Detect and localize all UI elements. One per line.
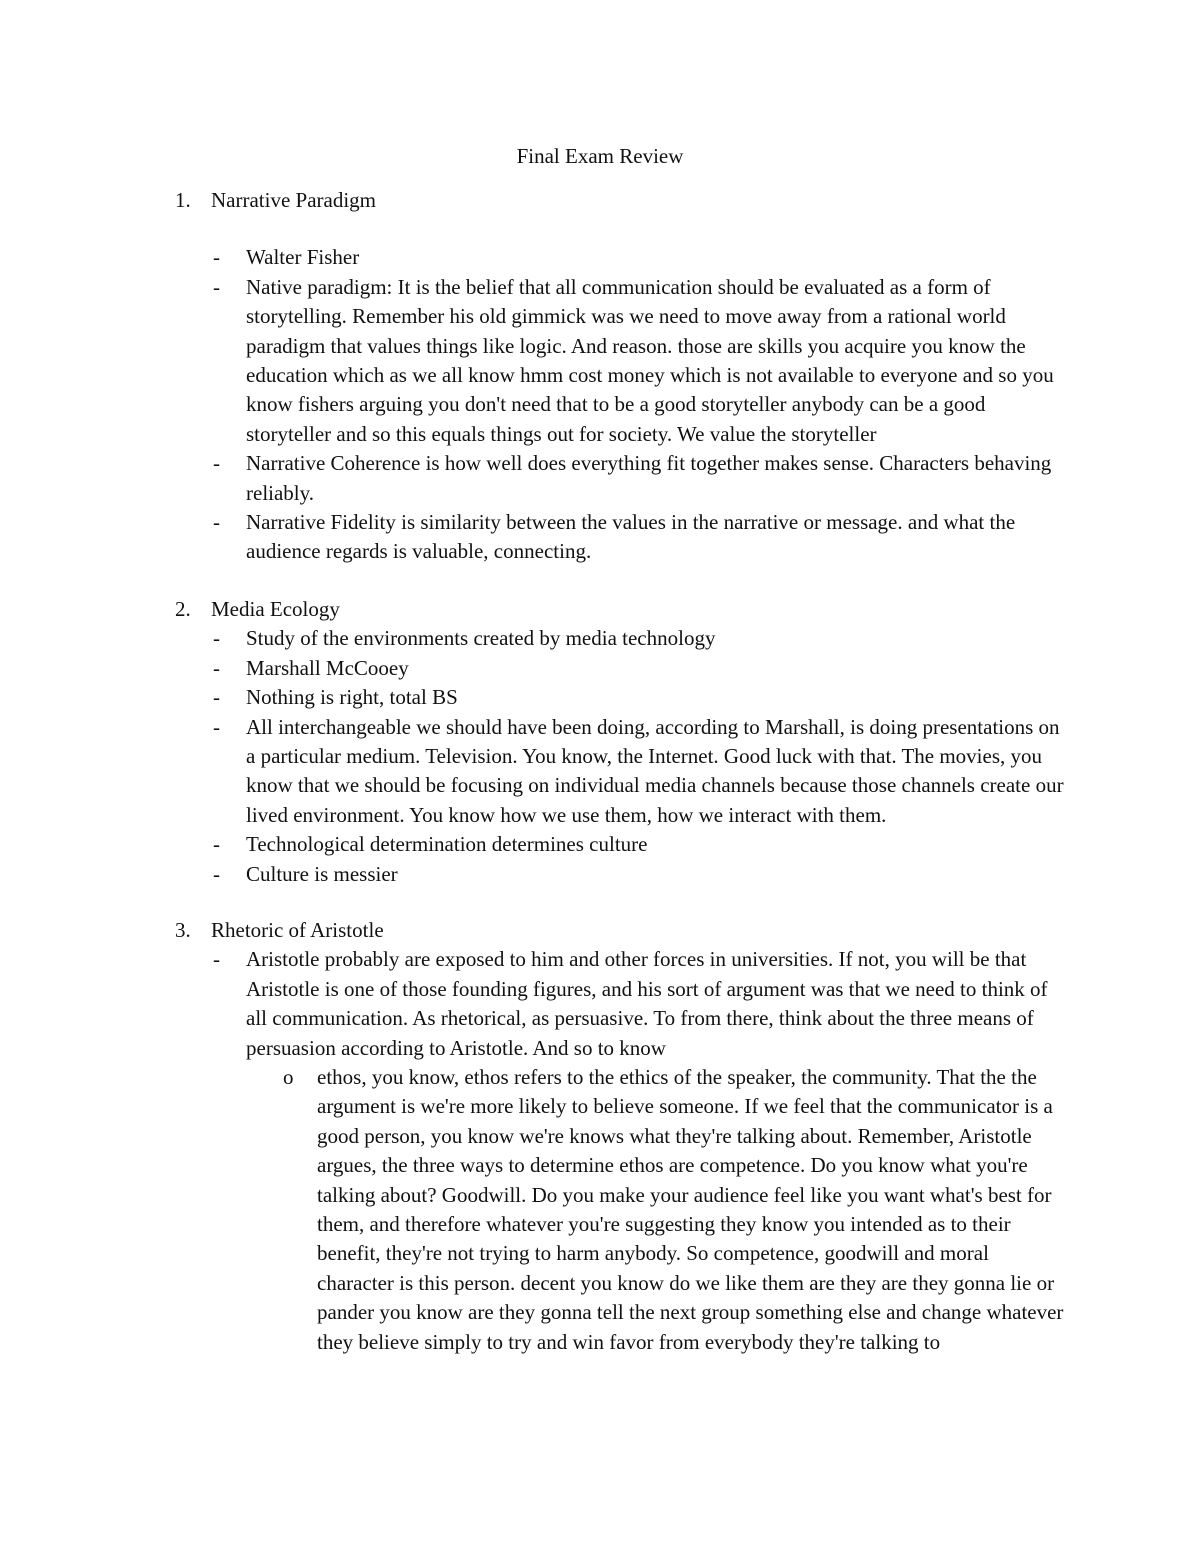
section-heading (0, 595, 1200, 624)
list-item (0, 508, 1064, 567)
list-item (0, 449, 1064, 508)
section-number: 3. (175, 918, 191, 942)
list-item (0, 945, 1064, 1063)
bullet-text: Native paradigm: It is the belief that all communication should be evaluated as a form of storytelling. Remember his old gimmick was we need to move away from a rational world paradigm that values things like logic. And reason. those are skills you acquire you know the education which as we all know hmm cost money which is not available to everyone and so you know fishers arguing you don't need that to be a good storyteller anybody can be a good storyteller and so this equals things out for society. We value the storyteller (246, 274, 1054, 446)
section-title: Narrative Paradigm (211, 188, 377, 212)
list-item (0, 713, 1064, 831)
list-item (0, 683, 1064, 712)
bullet-text: Narrative Coherence is how well does everything fit together makes sense. Characters behaving reliably. (246, 451, 1052, 505)
dash-marker: - (213, 861, 220, 886)
bullet-text: Nothing is right, total BS (246, 685, 458, 710)
bullet-text: Technological determination determines culture (246, 832, 648, 857)
bullet-text: Aristotle probably are exposed to him and other forces in universities. If not, you will be that Aristotle is one of those founding figures, and his sort of argument was that we need to think of all communication. As rhetorical, as persuasive. To from there, think about the three means of persuasion according to Aristotle. And so to know (246, 947, 1048, 1060)
bullet-text: Narrative Fidelity is similarity between the values in the narrative or message. and what the audience regards is valuable, connecting. (246, 510, 1016, 564)
sub-bullet-text: ethos, you know, ethos refers to the ethics of the speaker, the community. That the the argument is we're more likely to believe someone. If we feel that the communicator is a good person, you know we're knows what they're talking about. Remember, Aristotle argues, the three ways to determine ethos are competence. Do you know what you're talking about? Goodwill. Do you make your audience feel like you want what's best for them, and therefore whatever you're suggesting they know you intended as to their benefit, they're not trying to harm anybody. So competence, goodwill and moral character is this person. decent you know do we like them are they are they gonna lie or pander you know are they gonna tell the next group something else and change whatever they believe simply to try and win favor from everybody they're talking to (317, 1065, 1064, 1354)
list-item (0, 243, 1064, 272)
bullet-text: Marshall McCooey (246, 655, 409, 680)
section-number: 1. (175, 188, 191, 212)
list-item (0, 273, 1064, 449)
dash-marker: - (213, 245, 220, 270)
bullet-text: Study of the environments created by media technology (246, 626, 716, 651)
dash-marker: - (213, 832, 220, 857)
bullet-text: Walter Fisher (246, 245, 360, 270)
dash-marker: - (213, 451, 220, 476)
section-number: 2. (175, 597, 191, 621)
section-narrative-paradigm (0, 186, 1200, 567)
list-item (0, 624, 1064, 653)
dash-marker: - (213, 274, 220, 299)
page-title: Final Exam Review (516, 144, 684, 168)
circle-bullet-marker: o (283, 1065, 294, 1090)
section-title: Rhetoric of Aristotle (211, 918, 384, 942)
sub-list-item (0, 1063, 1064, 1357)
dash-marker: - (213, 510, 220, 535)
section-heading (0, 916, 1200, 945)
dash-marker: - (213, 626, 220, 651)
section-media-ecology (0, 595, 1200, 889)
dash-marker: - (213, 685, 220, 710)
section-rhetoric-of-aristotle (0, 916, 1200, 1357)
dash-marker: - (213, 714, 220, 739)
list-item (0, 860, 1064, 889)
bullet-text: All interchangeable we should have been doing, according to Marshall, is doing presentations on a particular medium. Television. You know, the Internet. Good luck with that. The movies, you know that we should be focusing on individual media channels because those channels create our lived environment. You know how we use them, how we interact with them. (246, 714, 1064, 827)
section-heading (0, 186, 1200, 215)
list-item (0, 830, 1064, 859)
list-item (0, 654, 1064, 683)
dash-marker: - (213, 947, 220, 972)
bullet-text: Culture is messier (246, 861, 398, 886)
section-title: Media Ecology (211, 597, 340, 621)
dash-marker: - (213, 655, 220, 680)
